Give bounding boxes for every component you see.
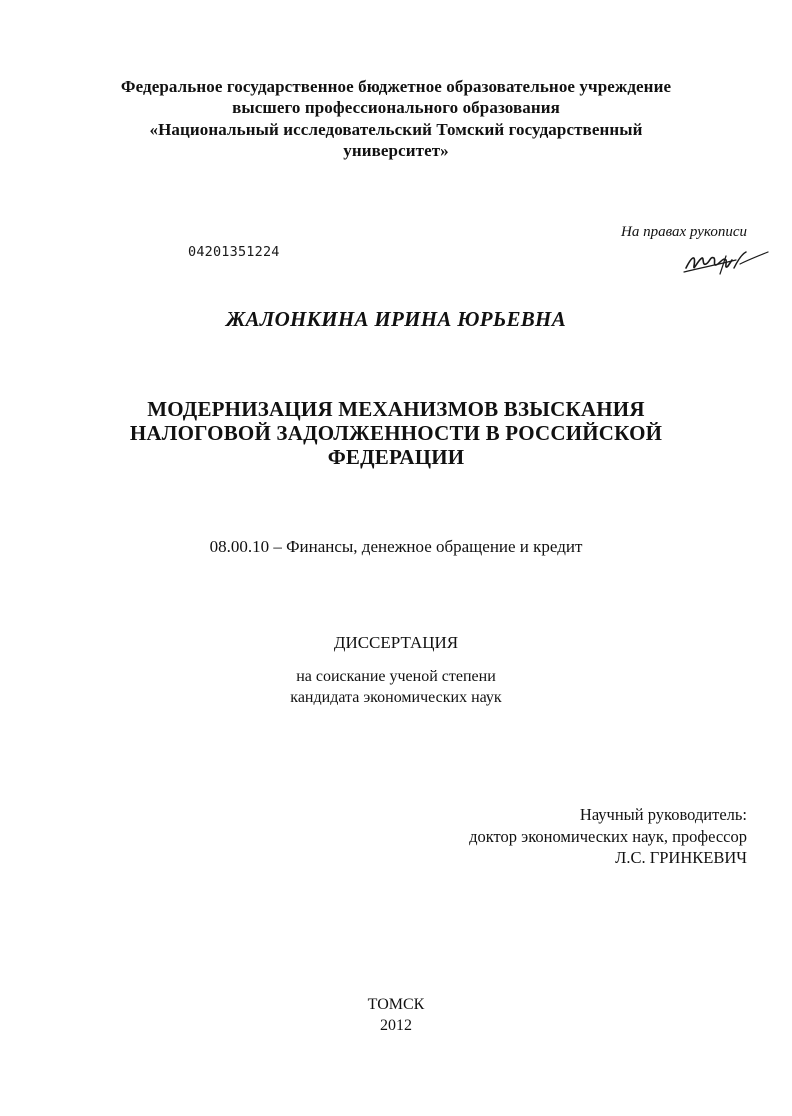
- institution-line-4: университет»: [343, 141, 449, 160]
- supervisor-credentials: доктор экономических наук, профессор: [469, 827, 747, 846]
- thesis-title-line-1: МОДЕРНИЗАЦИЯ МЕХАНИЗМОВ ВЗЫСКАНИЯ: [147, 397, 645, 421]
- institution-line-1: Федеральное государственное бюджетное образовательное учреждение: [120, 77, 672, 96]
- institution-line-3: «Национальный исследовательский Томский государственный: [149, 120, 643, 139]
- city: ТОМСК: [367, 996, 425, 1013]
- thesis-title-line-2: НАЛОГОВОЙ ЗАДОЛЖЕННОСТИ В РОССИЙСКОЙ: [129, 421, 663, 445]
- supervisor-label: Научный руководитель:: [579, 805, 747, 824]
- degree-line-2: кандидата экономических наук: [290, 689, 502, 706]
- manuscript-note: На правах рукописи: [621, 224, 747, 240]
- year: 2012: [380, 1017, 412, 1034]
- specialty: 08.00.10 – Финансы, денежное обращение и кредит: [209, 537, 583, 556]
- handwritten-signature-icon: [680, 246, 770, 278]
- supervisor-name: Л.С. ГРИНКЕВИЧ: [615, 848, 747, 867]
- registration-number: 04201351224: [188, 244, 280, 260]
- author-name: ЖАЛОНКИНА ИРИНА ЮРЬЕВНА: [225, 307, 567, 331]
- document-type: ДИССЕРТАЦИЯ: [333, 633, 459, 652]
- institution-line-2: высшего профессионального образования: [232, 98, 560, 117]
- degree-line-1: на соискание ученой степени: [296, 668, 496, 685]
- thesis-title-line-3: ФЕДЕРАЦИИ: [327, 445, 465, 469]
